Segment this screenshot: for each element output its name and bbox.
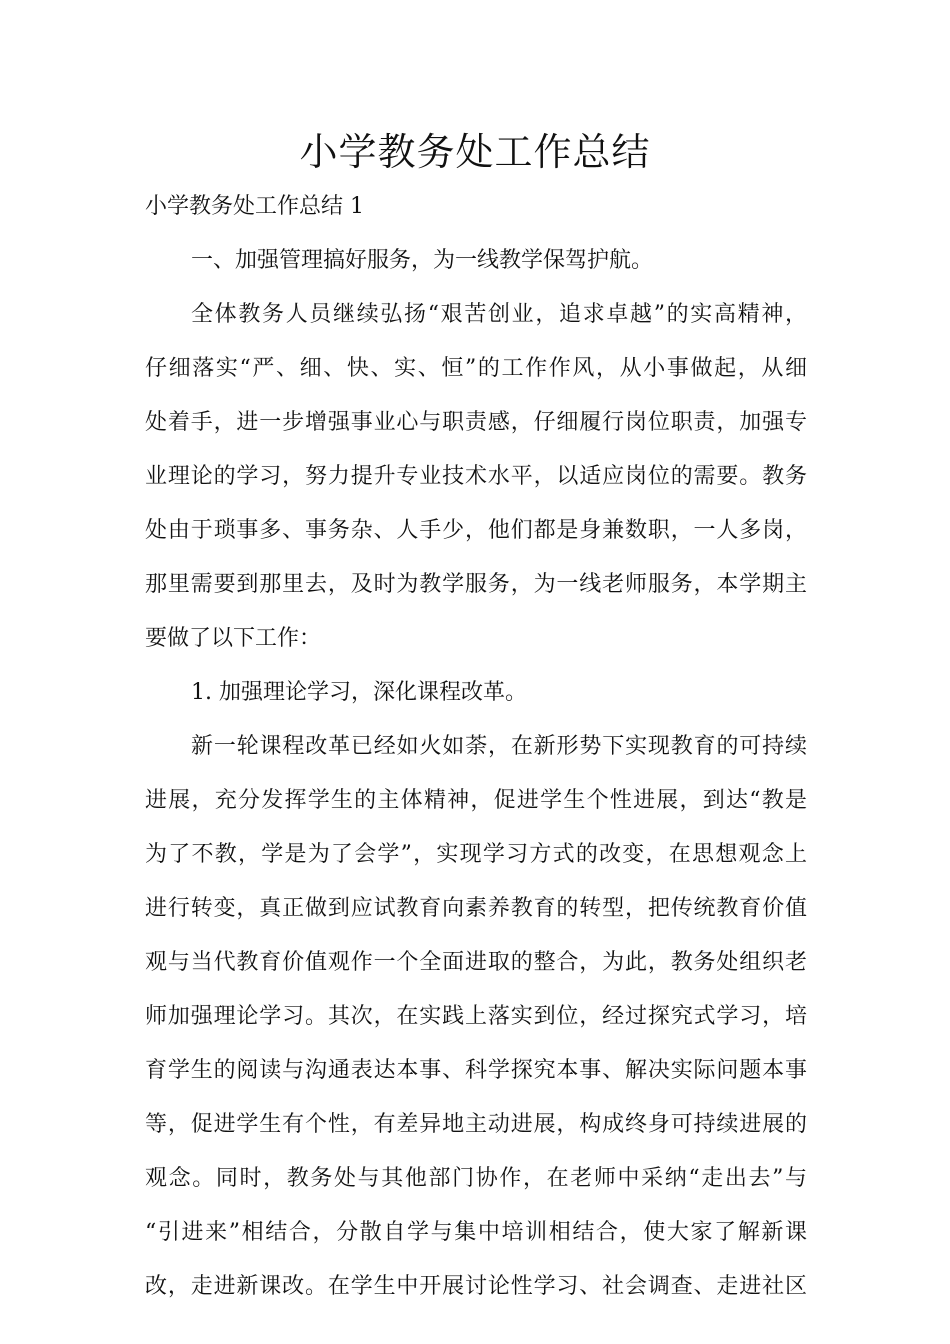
list-item-heading: 1. 加强理论学习，深化课程改革。 — [191, 680, 527, 705]
paragraph-line: 进展，充分发挥学生的主体精神，促进学生个性进展，到达“教是 — [145, 788, 807, 813]
paragraph-line: 观念。同时，教务处与其他部门协作，在老师中采纳“走出去”与 — [145, 1166, 807, 1191]
paragraph-line: 师加强理论学习。其次，在实践上落实到位，经过探究式学习，培 — [145, 1004, 807, 1029]
paragraph-line: 为了不教，学是为了会学”，实现学习方式的改变，在思想观念上 — [145, 842, 807, 867]
paragraph-line: 全体教务人员继续弘扬“艰苦创业，追求卓越”的实高精神， — [191, 302, 807, 327]
paragraph-line: 观与当代教育价值观作一个全面进取的整合，为此，教务处组织老 — [145, 950, 807, 975]
paragraph-line: 育学生的阅读与沟通表达本事、科学探究本事、解决实际问题本事 — [145, 1058, 807, 1083]
paragraph-line: 处着手，进一步增强事业心与职责感，仔细履行岗位职责，加强专 — [145, 410, 807, 435]
document-body — [145, 180, 807, 1314]
document-title: 小学教务处工作总结 — [299, 130, 651, 174]
paragraph-line: 处由于琐事多、事务杂、人手少，他们都是身兼数职，一人多岗， — [145, 518, 807, 543]
paragraph-line: “引进来”相结合，分散自学与集中培训相结合，使大家了解新课 — [145, 1220, 807, 1245]
section-heading: 小学教务处工作总结 1 — [145, 194, 364, 219]
subsection-heading: 一、加强管理搞好服务，为一线教学保驾护航。 — [191, 248, 654, 273]
paragraph-line: 改，走进新课改。在学生中开展讨论性学习、社会调查、走进社区 — [145, 1274, 807, 1299]
paragraph-line: 业理论的学习，努力提升专业技术水平，以适应岗位的需要。教务 — [145, 464, 807, 489]
paragraph-line: 仔细落实“严、细、快、实、恒”的工作作风，从小事做起，从细 — [145, 356, 807, 381]
paragraph-line: 新一轮课程改革已经如火如荼，在新形势下实现教育的可持续 — [191, 734, 807, 759]
paragraph-line: 进行转变，真正做到应试教育向素养教育的转型，把传统教育价值 — [145, 896, 807, 921]
paragraph-line: 要做了以下工作： — [145, 626, 322, 651]
paragraph-line: 等，促进学生有个性，有差异地主动进展，构成终身可持续进展的 — [145, 1112, 807, 1137]
paragraph-line: 那里需要到那里去，及时为教学服务，为一线老师服务，本学期主 — [145, 572, 807, 597]
